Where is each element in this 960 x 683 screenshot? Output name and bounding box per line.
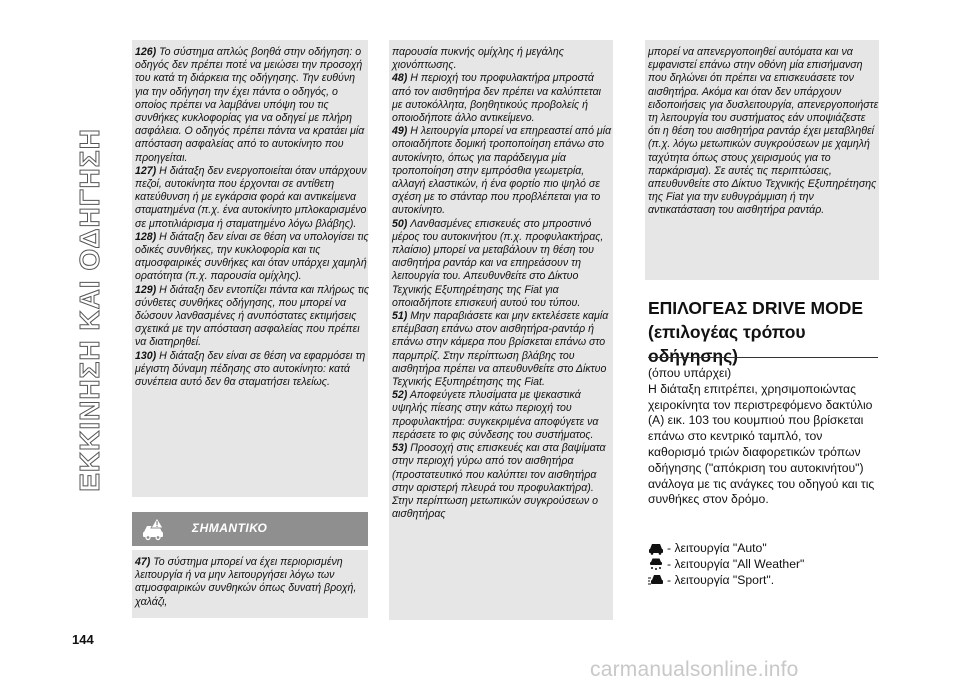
chapter-side-title: ΕΚΚΙΝΗΣΗ ΚΑΙ ΟΔΗΓΗΣΗ bbox=[74, 128, 105, 492]
column-note-continued bbox=[648, 46, 880, 218]
important-label: ΣΗΜΑΝΤΙΚΟ bbox=[192, 521, 268, 535]
note-paragraph: 48) Η περιοχή του προφυλακτήρα μπροστά από τον αισθητήρα δεν πρέπει να καλύπτεται με αυτοκόλλητα, βοηθητικούς προβολείς ή οποιοδήποτε άλλο αντικείμενο. bbox=[392, 72, 601, 125]
note-paragraph: 52) Αποφεύγετε πλυσίματα με ψεκαστικά υψηλής πίεσης στην κάτω περιοχή του προφυλακτήρα: συγκεκριμένα αποφύγετε να περάσετε το φις σύνδεσης του συστήματος. bbox=[392, 389, 599, 441]
car-auto-icon bbox=[648, 541, 667, 555]
important-banner bbox=[132, 512, 368, 546]
note-paragraph: 130) Η διάταξη δεν είναι σε θέση να εφαρμόσει τη μέγιστη δύναμη πέδησης στο αυτοκίνητο: κατά συνέπεια αυτό δεν θα σταματήσει τελείως. bbox=[135, 349, 366, 389]
car-warning-icon bbox=[140, 516, 166, 542]
note-paragraph: 53) Προσοχή στις επισκευές και στα βαψίματα στην περιοχή γύρω από τον αισθητήρα (προστατευτικό που καλύπτει τον αισθητήρα στην αριστερή πλευρά του προφυλακτήρα). Στην περίπτωση μετωπικών συγκρούσεων ο αισθητήρας bbox=[392, 442, 606, 521]
column-notes bbox=[392, 46, 614, 521]
section-divider bbox=[648, 357, 878, 358]
page-number: 144 bbox=[72, 632, 94, 647]
car-all-weather-icon bbox=[648, 557, 667, 571]
watermark: carmanualsonline.info bbox=[590, 658, 799, 681]
column-warnings bbox=[135, 46, 370, 389]
note-paragraph: 51) Μην παραβιάσετε και μην εκτελέσετε καμία επέμβαση επάνω στον αισθητήρα-ραντάρ ή επάνω στην κάμερα που βρίσκεται επάνω στο παρμπρίζ. Στην περίπτωση βλάβης του αισθητήρα πρέπει να απευθυνθείτε στο Δίκτυο Τεχνικής Εξυπηρέτησης της Fiat. bbox=[392, 310, 609, 389]
note-paragraph: 128) Η διάταξη δεν είναι σε θέση να υπολογίσει τις οδικές συνθήκες, την κυκλοφορία και τις ατμοσφαιρικές συνθήκες και όταν υπάρχει χαμηλή ορατότητα (π.χ. παρουσία ομίχλης). bbox=[135, 230, 369, 283]
section-body-text: (όπου υπάρχει) Η διάταξη επιτρέπει, χρησιμοποιώντας χειροκίνητα τον περιστρεφόμενο δακτύλιο (A) εικ. 103 του κουμπιού που βρίσκεται επάνω στο κεντρικό ταμπλό, τον καθορισμό τριών διαφορετικών τρόπων οδήγησης ("απόκριση του αυτοκινήτου") ανάλογα με τις ανάγκες του οδηγού και τις συνθήκες στον δρόμο. bbox=[648, 366, 875, 507]
car-sport-icon bbox=[648, 573, 667, 587]
column-important bbox=[135, 556, 370, 609]
drive-mode-item: - λειτουργία "Auto" bbox=[648, 540, 880, 556]
section-title: ΕΠΙΛΟΓΕΑΣ DRIVE MODE (επιλογέας τρόπου οδήγησης) bbox=[648, 298, 864, 366]
note-paragraph: 129) Η διάταξη δεν εντοπίζει πάντα και πλήρως τις σύνθετες συνθήκες οδήγησης, που μπορεί να δώσουν λανθασμένες ή ανυπόστατες εκτιμήσεις σχετικά με την απόσταση ασφαλείας που πρέπει να διατηρηθεί. bbox=[135, 283, 370, 349]
note-paragraph: 50) Λανθασμένες επισκευές στο μπροστινό μέρος του αυτοκινήτου (π.χ. προφυλακτήρας, πλαίσιο) μπορεί να μεταβάλουν τη θέση του αισθητήρα ραντάρ και να επηρεάσουν τη λειτουργία του. Απευθυνθείτε στο Δίκτυο Τεχνικής Εξυπηρέτησης της Fiat για οποιαδήποτε επισκευή αυτού του τύπου. bbox=[392, 217, 604, 309]
note-paragraph: 49) Η λειτουργία μπορεί να επηρεαστεί από μία οποιαδήποτε δομική τροποποίηση επάνω στο αυτοκίνητο, όπως για παράδειγμα μία τροποποίηση στην εμπρόσθια γεωμετρία, αλλαγή ελαστικών, ή ένα φορτίο πιο ψηλό σε σχέση με το στάνταρ που προβλέπεται για το αυτοκίνητο. bbox=[392, 125, 612, 217]
drive-mode-item: - λειτουργία "Sport". bbox=[648, 572, 880, 588]
note-paragraph: παρουσία πυκνής ομίχλης ή μεγάλης χιονόπτωσης. bbox=[392, 46, 564, 72]
important-paragraph: 47) Το σύστημα μπορεί να έχει περιορισμένη λειτουργία ή να μην λειτουργήσει λόγω των ατμοσφαιρικών συνθηκών όπως δυνατή βροχή, χαλάζι, bbox=[135, 556, 357, 608]
drive-mode-item: - λειτουργία "All Weather" bbox=[648, 556, 880, 572]
note-paragraph: 126) Το σύστημα απλώς βοηθά στην οδήγηση: ο οδηγός δεν πρέπει ποτέ να μειώσει την προσοχή του κατά τη διάρκεια της οδήγησης. Την ευθύνη για την οδήγηση την έχει πάντα ο οδηγός, ο οποίος πρέπει να λαμβάνει υπόψη του τις συνθήκες κυκλοφορίας για να οδηγεί με πλήρη ασφάλεια. Ο οδηγός πρέπει πάντα να κρατάει μία απόσταση ασφαλείας από το αυτοκίνητο που προηγείται. bbox=[135, 46, 365, 164]
note-continued-paragraph: μπορεί να απενεργοποιηθεί αυτόματα και να εμφανιστεί επάνω στην οθόνη μία επισήμανση που δηλώνει ότι πρέπει να επισκευάσετε τον αισθητήρα. Ακόμα και όταν δεν υπάρχουν ειδοποιήσεις για δυσλειτουργία, απενεργοποιήστε τη λειτουργία του συστήματος εάν υποψιάζεστε ότι η θέση του αισθητήρα ραντάρ έχει μεταβληθεί (π.χ. λόγω μετωπικών συγκρούσεων με χαμηλή ταχύτητα όπως στους χειρισμούς για το παρκάρισμα). Σε αυτές τις περιπτώσεις, απευθυνθείτε στο Δίκτυο Τεχνικής Εξυπηρέτησης της Fiat για την ευθυγράμμιση ή την αντικατάσταση του αισθητήρα ραντάρ. bbox=[648, 46, 879, 217]
note-paragraph: 127) Η διάταξη δεν ενεργοποιείται όταν υπάρχουν πεζοί, αυτοκίνητα που έρχονται σε αντίθετη κατεύθυνση ή με εγκάρσια φορά και αντικείμενα σταματημένα (π.χ. ένα αυτοκίνητο μπλοκαρισμένο σε μποτιλιάρισμα ή σταματημένο λόγω βλάβης). bbox=[135, 164, 367, 230]
drive-mode-list bbox=[648, 540, 880, 588]
